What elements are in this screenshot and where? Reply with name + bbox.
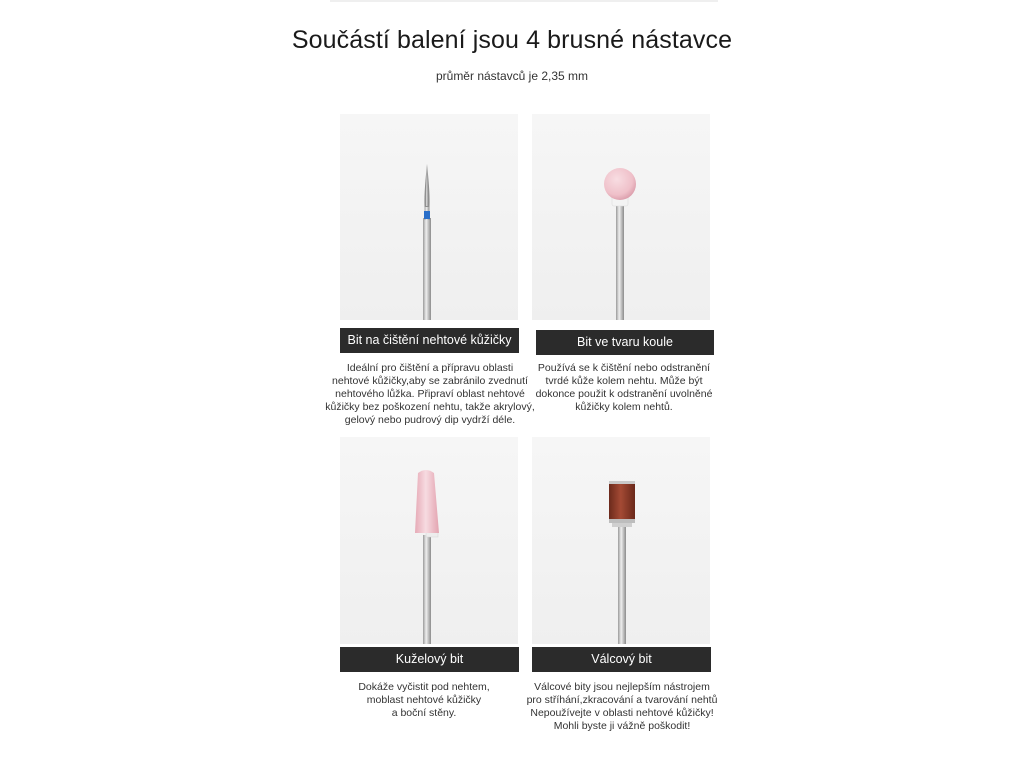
description-line: gelový nebo pudrový dip vydrží déle. bbox=[344, 414, 516, 426]
description-line: nehtového lůžka. Připraví oblast nehtové bbox=[335, 388, 525, 400]
description-line: a boční stěny. bbox=[391, 707, 457, 719]
description-line: kůžičky kolem nehtů. bbox=[575, 401, 673, 413]
bit-description-ball bbox=[504, 362, 744, 414]
description-line: Používá se k čištění nebo odstranění bbox=[537, 362, 711, 374]
description-line: moblast nehtové kůžičky bbox=[366, 694, 482, 706]
bit-image-ball bbox=[532, 114, 710, 320]
description-line: tvrdé kůže kolem nehtu. Může být bbox=[545, 375, 703, 387]
page-title: Součástí balení jsou 4 brusné nástavce bbox=[291, 26, 733, 54]
bit-label-cone: Kuželový bit bbox=[340, 647, 519, 672]
bit-image-cylinder bbox=[532, 437, 710, 644]
description-line: dokonce použit k odstranění uvolněné bbox=[535, 388, 713, 400]
bit-image-cone bbox=[340, 437, 518, 644]
description-line: pro stříhání,zkracování a tvarování nehtů bbox=[526, 694, 718, 706]
bit-label-cylinder: Válcový bit bbox=[532, 647, 711, 672]
top-divider bbox=[330, 0, 718, 2]
description-line: kůžičky bez poškození nehtu, takže akrylový, bbox=[325, 401, 535, 413]
bit-description-cylinder bbox=[502, 681, 742, 733]
description-line: Ideální pro čištění a přípravu oblasti bbox=[346, 362, 514, 374]
description-line: Nepoužívejte v oblasti nehtové kůžičky! bbox=[530, 707, 714, 719]
bit-image-cuticle bbox=[340, 114, 518, 320]
bit-label-ball: Bit ve tvaru koule bbox=[536, 330, 714, 355]
description-line: Mohli byste ji vážně poškodit! bbox=[553, 720, 691, 732]
description-line: nehtové kůžičky,aby se zabránilo zvednutí bbox=[332, 375, 528, 387]
page-subtitle: průměr nástavců je 2,35 mm bbox=[435, 69, 589, 83]
bit-label-cuticle: Bit na čištění nehtové kůžičky bbox=[340, 328, 519, 353]
description-line: Dokáže vyčistit pod nehtem, bbox=[358, 681, 490, 693]
description-line: Válcové bity jsou nejlepším nástrojem bbox=[534, 681, 710, 693]
